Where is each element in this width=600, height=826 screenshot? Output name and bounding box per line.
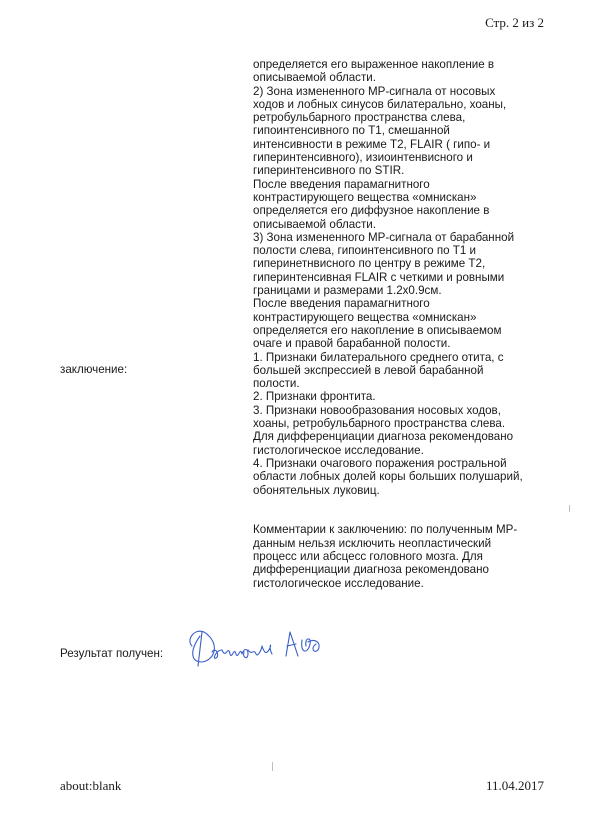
paragraph-gap	[253, 510, 553, 523]
findings-line: гиперинетнвисного по центру в режиме Т2,	[253, 257, 486, 271]
conclusion-line: 4. Признаки очагового поражения ростральной	[253, 456, 507, 470]
findings-line: определяется его накопление в описываемом	[253, 323, 502, 337]
conclusion-line: 3. Признаки новообразования носовых ходов,	[253, 403, 501, 417]
findings-line: гипоинтенсивного по Т1, смешанной	[253, 124, 450, 138]
conclusion-comment	[253, 523, 553, 589]
footer-date: 11.04.2017	[485, 778, 544, 793]
findings-line: полости слева, гипоинтенсивного по Т1 и	[253, 244, 476, 258]
findings-line: гиперинтенсивного), изиоинтенвисного и	[253, 151, 473, 165]
result-received-label: Результат получен:	[60, 647, 164, 660]
comment-line: гистологическое исследование.	[253, 576, 424, 590]
comment-line: дифференциации диагноза рекомендовано	[253, 563, 489, 577]
findings-line: ретробульбарного пространства слева,	[253, 111, 466, 125]
conclusion-label: заключение:	[60, 363, 128, 376]
findings-line: 3) Зона измененного МР-сигнала от барабанной	[253, 230, 515, 244]
findings-continued	[253, 58, 553, 351]
findings-line: 2) Зона измененного МР-сигнала от носовых	[253, 84, 496, 98]
findings-line: описываемой области.	[253, 217, 376, 231]
conclusion-line: полости.	[253, 377, 300, 391]
findings-line: ходов и лобных синусов билатерально, хоаны,	[253, 97, 507, 111]
findings-line: После введения парамагнитного	[253, 297, 430, 311]
findings-line: интенсивности в режиме Т2, FLAIR ( гипо- и	[253, 137, 491, 151]
paragraph-gap	[253, 497, 553, 510]
page-number: Стр. 2 из 2	[485, 15, 544, 30]
findings-line: гиперинтенсивная FLAIR с четкими и ровными	[253, 270, 505, 284]
conclusion-line: хоаны, ретробульбарного пространства слева.	[253, 417, 506, 431]
scan-mark	[272, 762, 273, 771]
conclusion-text	[253, 351, 553, 497]
comment-line: данным нельзя исключить неопластический	[253, 536, 492, 550]
scan-mark	[569, 505, 570, 512]
findings-line: определяется его выраженное накопление в	[253, 58, 495, 71]
handwritten-signature	[182, 620, 332, 675]
findings-line: После введения парамагнитного	[253, 177, 430, 191]
findings-line: гиперинтенсивного по STIR.	[253, 164, 405, 178]
conclusion-line: гистологическое исследование.	[253, 443, 424, 457]
conclusion-line: 1. Признаки билатерального среднего отита, с	[253, 350, 504, 364]
comment-line: процесс или абсцесс головного мозга. Для	[253, 549, 483, 563]
findings-line: описываемой области.	[253, 71, 376, 85]
conclusion-line: обонятельных луковиц.	[253, 483, 380, 497]
findings-line: контрастирующего вещества «омнискан»	[253, 190, 477, 204]
report-body	[253, 58, 553, 590]
findings-line: определяется его диффузное накопление в	[253, 204, 490, 218]
findings-line: очаге и правой барабанной полости.	[253, 337, 451, 351]
footer-url: about:blank	[60, 778, 122, 793]
comment-line: Комментарии к заключению: по полученным МР-	[253, 523, 518, 537]
conclusion-line: Для дифференциации диагноза рекомендовано	[253, 430, 514, 444]
conclusion-line: 2. Признаки фронтита.	[253, 390, 376, 404]
conclusion-line: большей экспрессией в левой барабанной	[253, 363, 484, 377]
conclusion-line: области лобных долей коры больших полушарий,	[253, 470, 523, 484]
findings-line: границами и размерами 1.2х0.9см.	[253, 284, 442, 298]
findings-line: контрастирующего вещества «омнискан»	[253, 310, 477, 324]
